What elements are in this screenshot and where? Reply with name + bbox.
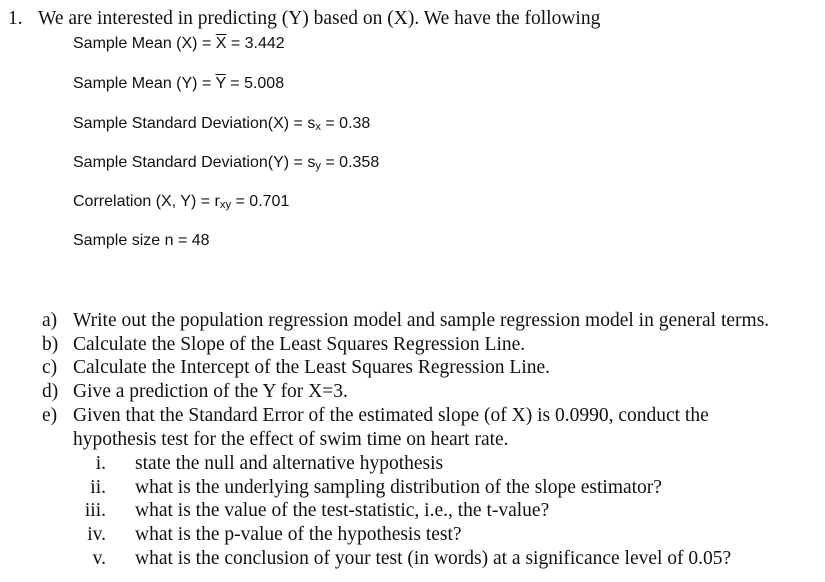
subpart-iii-text: what is the value of the test-statistic, i.e., the t-value?	[135, 500, 550, 521]
y-bar-symbol: $\overline{Y}$	[215, 75, 226, 92]
subpart-marker: i.	[95, 453, 106, 474]
stat-mean-x: Sample Mean $(X) = \overline{X} = 3.442$	[73, 35, 285, 52]
subpart-marker: iv.	[87, 524, 106, 545]
question-intro: We are interested in predicting (Y) based on (X). We have the following	[38, 8, 601, 29]
stat-correlation: Correlation (X, $Y) = r_{xy} = 0.701$	[73, 193, 290, 212]
stat-sd-x: Sample Standard Deviation(X) = $s_x = 0.38$	[73, 115, 371, 134]
subpart-marker: ii.	[90, 477, 106, 498]
part-a-text: Write out the population regression model and sample regression model in general terms.	[73, 310, 770, 331]
subpart-v-text: what is the conclusion of your test (in words) at a significance level of 0.05?	[135, 548, 732, 569]
stat-sd-y: Sample Standard Deviation(Y) = $s_y = 0.358$	[73, 154, 380, 173]
subpart-iv-text: what is the p-value of the hypothesis test?	[135, 524, 462, 545]
part-marker: c)	[42, 357, 58, 378]
x-bar-symbol: $\overline{X}$	[215, 35, 227, 52]
part-marker: b)	[42, 334, 59, 355]
part-marker: d)	[42, 381, 59, 402]
question-number: 1.	[8, 8, 23, 29]
part-c-text: Calculate the Intercept of the Least Squares Regression Line.	[73, 357, 551, 378]
subpart-i-text: state the null and alternative hypothesis	[135, 453, 444, 474]
part-d-text: Give a prediction of the Y for X=3.	[73, 381, 348, 402]
subpart-ii-text: what is the underlying sampling distribution of the slope estimator?	[135, 477, 662, 498]
stat-mean-y: Sample Mean $(Y) = \overline{Y} = 5.008$	[73, 75, 285, 92]
subpart-marker: iii.	[84, 500, 106, 521]
part-e-text-continued: hypothesis test for the effect of swim time on heart rate.	[73, 429, 509, 450]
subpart-marker: v.	[92, 548, 106, 569]
part-marker: a)	[42, 310, 58, 331]
part-e-text: Given that the Standard Error of the estimated slope (of X) is 0.0990, conduct the	[73, 405, 709, 426]
part-b-text: Calculate the Slope of the Least Squares Regression Line.	[73, 334, 526, 355]
stat-sample-size: Sample size n = 48	[73, 232, 210, 249]
part-marker: e)	[42, 405, 58, 426]
